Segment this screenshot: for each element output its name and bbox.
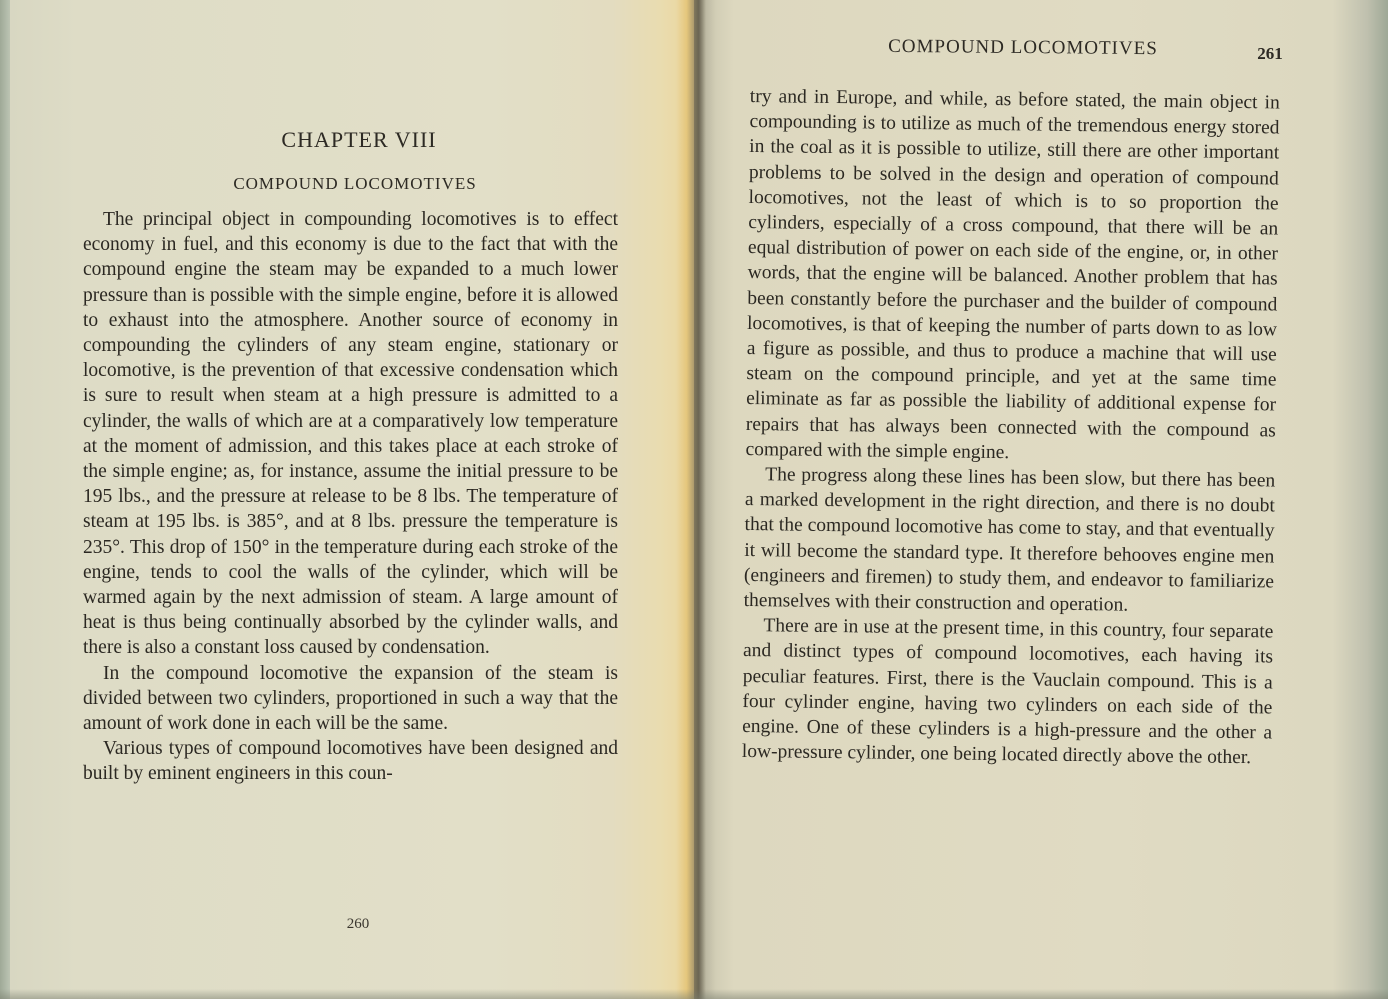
page-number-left: 260	[346, 916, 370, 932]
running-head: COMPOUND LOCOMOTIVES	[888, 35, 1158, 60]
right-page-body	[742, 84, 1280, 771]
paragraph: Various types of compound locomotives have been designed and built by eminent engineers in this coun-	[83, 738, 618, 785]
page-bottom-edge	[0, 989, 1388, 999]
chapter-title: CHAPTER VIII	[281, 127, 437, 152]
page-number-right: 261	[1257, 44, 1283, 63]
left-page	[10, 0, 694, 999]
paragraph: In the compound locomotive the expansion of the steam is divided between two cylinders, proportioned in such a way that the amount of work done in each will be the same.	[83, 662, 618, 735]
book-gutter	[676, 0, 706, 999]
left-page-body	[83, 207, 618, 787]
paragraph-continuation: try and in Europe, and while, as before stated, the main object in compounding is to utilize as much of the tremendous energy stored in the coal as it is possible to utilize, still there are other important problems to be solved in the design and operation of compound locomotives, not the least of which is to so proportion the cylinders, especially of a cross compound, that there will be an equal distribution of power on each side of the engine, or, in other words, that the engine will be balanced. Another problem that has been constantly before the purchaser and the builder of compound locomotives, is that of keeping the number of parts down to as low a figure as possible, and thus to produce a machine that will use steam on the compound principle, and yet at the same time eliminate as far as possible the liability of additional expense for repairs that has always been connected with the compound as compared with the simple engine.	[745, 85, 1280, 464]
paragraph: The principal object in compounding locomotives is to effect economy in fuel, and this economy is due to the fact that with the compound engine the steam may be expanded to a much lower pressure than is possible with the simple engine, before it is allowed to exhaust into the atmosphere. Another source of economy in compounding the cylinders of any steam engine, stationary or locomotive, is the prevention of that excessive condensation which is sure to result when steam at a high pressure is admitted to a cylinder, the walls of which are at a comparatively low temperature at the moment of admission, and this takes place at each stroke of the simple engine; as, for instance, assume the initial pressure to be 195 lbs., and the pressure at release to be 8 lbs. The temperature of steam at 195 lbs. is 385°, and at 8 lbs. pressure the temperature is 235°. This drop of 150° in the temperature during each stroke of the engine, tends to cool the walls of the cylinder, which will be warmed again by the next admission of steam. A large amount of heat is thus being continually absorbed by the cylinder walls, and there is also a constant loss caused by condensation.	[83, 209, 618, 659]
chapter-subtitle: COMPOUND LOCOMOTIVES	[233, 174, 477, 193]
paragraph: The progress along these lines has been slow, but there has been a marked development in the right direction, and there is no doubt that the compound locomotive has come to stay, and that eventually it will become the standard type. It therefore behooves engine men (engineers and firemen) to study them, and endeavor to familiarize themselves with their construction and operation.	[743, 464, 1276, 616]
paragraph: There are in use at the present time, in this country, four separate and distinct types of compound locomotives, each having its peculiar features. First, there is the Vauclain compound. This is a four cylinder engine, having two cylinders on each side of the engine. One of these cylinders is a high-pressure and the other a low-pressure cylinder, one being located directly above the other.	[741, 615, 1274, 769]
